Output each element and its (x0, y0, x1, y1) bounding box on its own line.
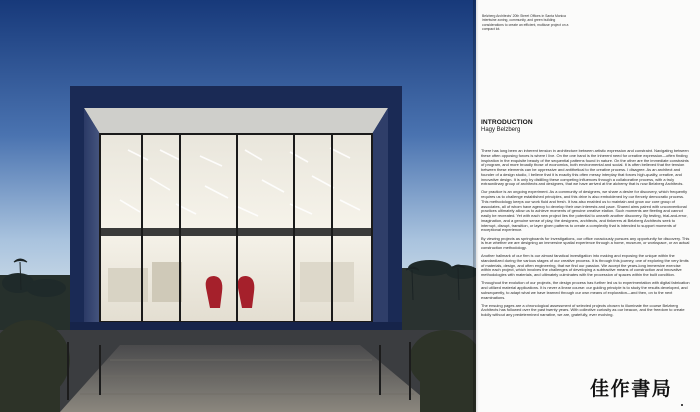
body-text (481, 149, 691, 321)
watermark-text: 佳作書局 (590, 378, 673, 400)
author-name: Hagy Belzberg (481, 127, 521, 133)
paragraph: There has long been an inherent tension in architecture between artistic expression and constraint. Navigating between these often opposing forces is where I live. On the one hand is the inherent need for creative expression—often finding inspiration in the exquisite beauty of the sequential patterns found in nature. On the other are the immediate constraints of program, and more broadly those of economics, both environmental and social. It is often believed that the tension between these elements can be oppressive and antithetical to the creative process. I disagree. As an architect and founder of a design studio, I believe that it is exactly this often messy interplay that forces high-quality, creative, and innovative design. It is only by distilling these competing influences through a collaborative process, with a truly extraordinary group of architects and designers, that we have arrived at the alchemy that is now Belzberg Architects. (481, 148, 689, 187)
watermark-dot (681, 404, 683, 406)
paragraph: Another hallmark of our firm is our almost fanatical investigation into making and exposing the unique within the standardized during the various stages of our creative process. It is through this journey, one of exploring the very limits of materials, design, and often engineering, that we find our passion. We accept the years-long immersive exercise within each project, which involves the challenges of developing a subtractive means of construction and innovative methodologies with materials, and ultimately culminates with the procession of spaces within the built condition. (481, 253, 689, 278)
section-heading: INTRODUCTION (481, 119, 533, 126)
paragraph: Our practice is an ongoing experiment. As a community of designers, we share a desire for discovery, which frequently requires us to challenge established principles, and this drive is also emboldened by our fiercely democratic process. This methodology keeps our work fluid and fresh. It has also enabled us to maintain and grow our core group of associates, all of whom have agency to develop their own interests and pace. Shared aims paired with unconventional practices ultimately allow us to achieve moments of genuine creative elation. Such moments are fleeting and cannot easily be recreated. Yet with each new project lies the potential to unearth another discovery. By testing, trial-and-error, imagination, and a genuine sense of play, the designers, architects, and tinkerers at Belzberg Architects seek to interrupt, disrupt, transition, or layer given patterns to create a complexity that is intended to support moments of exceptional experience. (481, 189, 688, 233)
paragraph: Throughout the evolution of our projects, the design process has further led us to experimentation with digital fabrication and utilized material applications. It is never a linear course: our guiding principle is to study the results developed, and subsequently, to adapt what we have learned through our own means of exploration—and then, on to the next examinations. (481, 280, 690, 300)
photo-caption: Belzberg Architects' 20th Street Offices in Santa Monica intertwine zoning, community, and green building considerations to create an efficient, multiuse project on a compact lot. (482, 14, 569, 31)
paragraph: By viewing projects as springboards for investigations, our office voraciously pursues any opportunity for discovery. This is true whether we are designing an immersive spatial experience through a home, museum, or workspace, or an actual construction methodology. (481, 235, 690, 251)
paragraph: The ensuing pages are a chronological assessment of selected projects chosen to illuminate the course Belzberg Architects has followed over the past twenty years. With collective curiosity as our beacon, and the freedom to create boldly without any predetermined narrative, we are, gratefully, ever evolving. (481, 302, 685, 318)
